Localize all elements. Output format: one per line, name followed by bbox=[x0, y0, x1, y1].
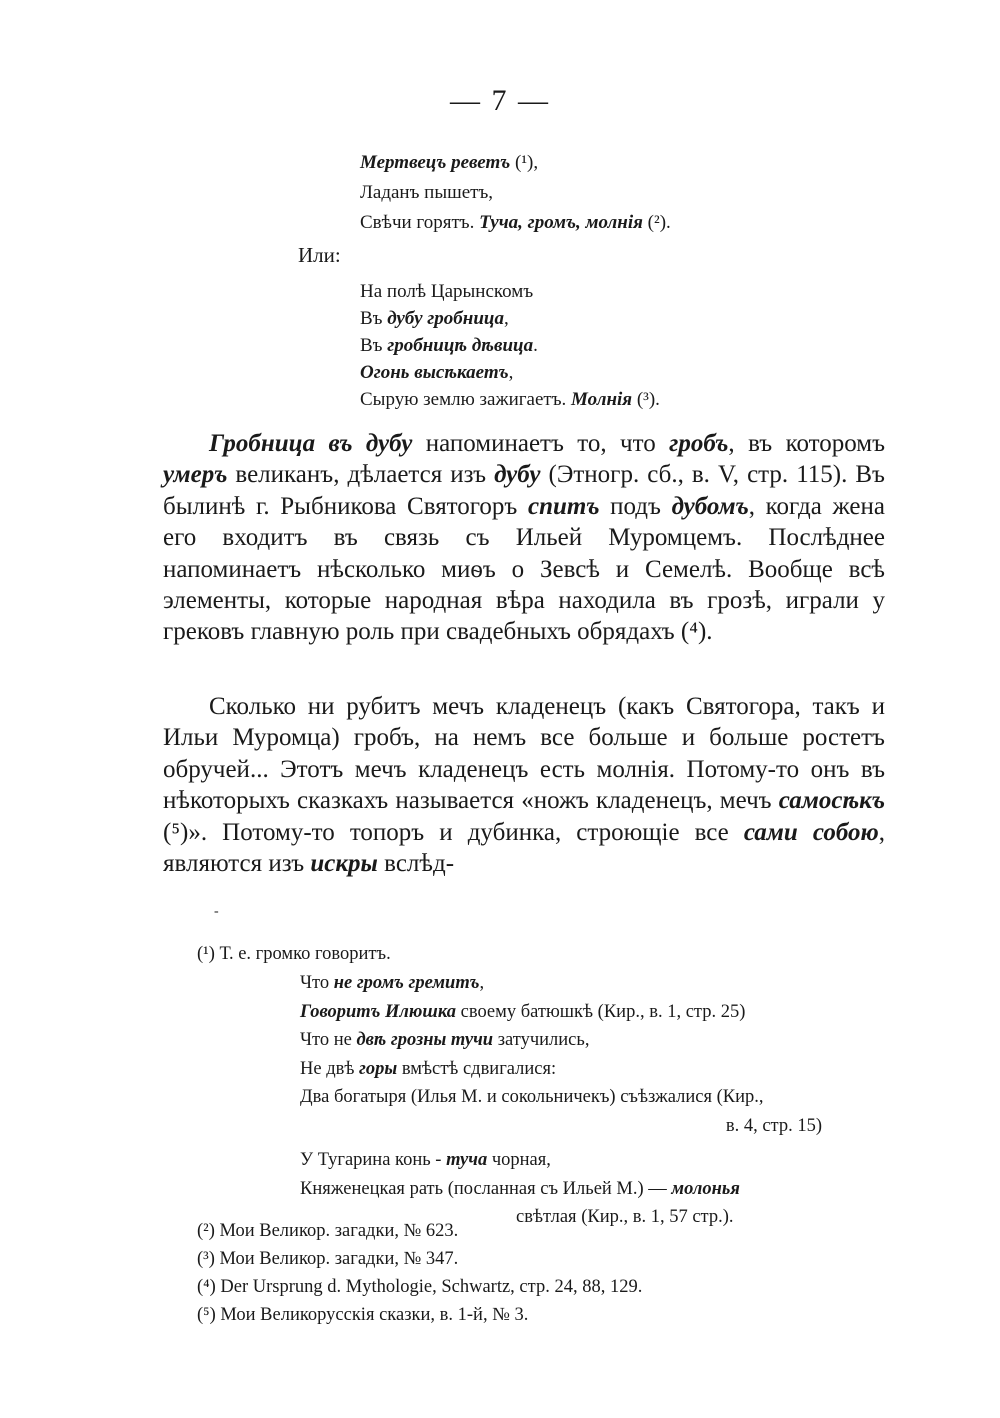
verse-block-2 bbox=[360, 278, 660, 413]
footnote-quote-line bbox=[300, 1175, 890, 1204]
verse-line: Огонь высѣкаетъ, bbox=[360, 362, 514, 383]
emphasis-run: спитъ bbox=[527, 492, 600, 520]
verse-block-1 bbox=[360, 148, 671, 238]
verse-line: Въ дубу гробница, bbox=[360, 308, 509, 329]
text-run: чорная, bbox=[487, 1150, 551, 1170]
text-run: вслѣд- bbox=[377, 850, 455, 878]
emphasis-run: Говоритъ Илюшка bbox=[300, 1001, 457, 1022]
text-run: Что не bbox=[300, 1030, 357, 1050]
emphasis-run: не громъ гремитъ bbox=[333, 973, 480, 993]
emphasis-run: гробъ bbox=[669, 430, 729, 457]
emphasis-run: умеръ bbox=[163, 461, 228, 489]
verse-line: Свѣчи горятъ. Туча, громъ, молнія (²). bbox=[360, 212, 671, 233]
text-run: своему батюшкѣ (Кир., в. 1, стр. 25) bbox=[456, 1001, 746, 1022]
emphasis-run: дубомъ bbox=[671, 492, 749, 520]
footnote-item: (³) Мои Великор. загадки, № 347. bbox=[197, 1249, 459, 1269]
text-run: (Этногр. сб., в. V, стр. 115). Въ былинѣ г. Рыбникова Святогоръ bbox=[163, 461, 885, 520]
footnote-item: (⁵) Мои Великорусскія сказки, в. 1-й, № 3. bbox=[197, 1305, 529, 1325]
footnote-quote-line bbox=[300, 1112, 890, 1141]
text-run: (⁵)». Потому-то топоръ и дубинка, строющіе все bbox=[163, 818, 744, 846]
emphasis-run: искры bbox=[310, 850, 378, 878]
text-run: Что bbox=[300, 973, 334, 993]
emphasis-run: Гробница въ дубу bbox=[209, 430, 413, 457]
paragraph-1 bbox=[163, 428, 885, 648]
text-run: подъ bbox=[599, 492, 672, 520]
emphasis-run: молонья bbox=[671, 1178, 740, 1199]
verse-line: Мертвецъ реветъ (¹), bbox=[360, 152, 539, 173]
footnote-item: (²) Мои Великор. загадки, № 623. bbox=[197, 1221, 459, 1241]
text-run: напоминаетъ то, что bbox=[412, 430, 670, 457]
verse-line: Въ гробницѣ дѣвица. bbox=[360, 335, 538, 356]
text-run: У Тугарина конь - bbox=[300, 1150, 447, 1170]
text-run: Княженецкая рать (посланная съ Ильей М.) — bbox=[300, 1178, 672, 1199]
ili-label: Или: bbox=[298, 243, 341, 267]
footnote-quote-line bbox=[300, 1083, 890, 1112]
footnote-quote-line bbox=[300, 1146, 890, 1175]
emphasis-run: двѣ грозны тучи bbox=[356, 1030, 494, 1050]
page-number: — 7 — bbox=[450, 84, 550, 117]
emphasis-run: дубу bbox=[494, 461, 541, 489]
verse-line: Ладанъ пышетъ, bbox=[360, 182, 494, 203]
text-run: , въ которомъ bbox=[728, 430, 885, 457]
verse-line: На полѣ Царынскомъ bbox=[360, 281, 534, 302]
paragraph-2 bbox=[163, 691, 885, 879]
text-run: , являются изъ bbox=[163, 818, 885, 878]
text-run: , когда жена его входитъ въ связь съ Ильей Муромцемъ. Послѣднее напоминаетъ нѣсколько миѳъ о Зевсѣ и Семелѣ. Вообще всѣ элементы, которые народная вѣра находила въ грозѣ, играли у грековъ главную роль при свадебныхъ обрядахъ (⁴). bbox=[163, 492, 886, 646]
emphasis-run: горы bbox=[359, 1058, 398, 1079]
footnote-quote-line bbox=[300, 998, 890, 1027]
text-run: вмѣстѣ сдвигалися: bbox=[397, 1058, 557, 1079]
footnote-quote-line bbox=[300, 1026, 890, 1055]
text-run: великанъ, дѣлается изъ bbox=[227, 461, 495, 489]
text-run: , bbox=[479, 973, 485, 993]
verse-line: Сырую землю зажигаетъ. Молнія (³). bbox=[360, 389, 660, 410]
footnote-quote-line bbox=[300, 1055, 890, 1084]
text-run: затучились, bbox=[493, 1030, 590, 1050]
emphasis-run: туча bbox=[446, 1150, 488, 1170]
stray-mark: - bbox=[214, 904, 219, 919]
emphasis-run: сами собою bbox=[743, 818, 879, 846]
emphasis-run: самосѣкъ bbox=[778, 787, 885, 815]
footnote-quote-line bbox=[300, 969, 890, 998]
footnote-1-quote bbox=[300, 969, 890, 1232]
text-run: в. 4, стр. 15) bbox=[725, 1115, 822, 1136]
text-run: Не двѣ bbox=[300, 1058, 360, 1079]
text-run: Два богатыря (Илья М. и сокольничекъ) съѣзжалися (Кир., bbox=[300, 1087, 764, 1107]
footnotes-list bbox=[197, 1217, 642, 1329]
text-run: Сколько ни рубитъ мечъ кладенецъ (какъ Святогора, такъ и Ильи Муромца) гробъ, на немъ все больше и больше ростетъ обручей... Этотъ мечъ кладенецъ есть молнія. Потому-то онъ въ нѣкоторыхъ сказкахъ называется «ножъ кладенецъ, мечъ bbox=[163, 693, 885, 815]
footnote-1-first-line: (¹) Т. е. громко говоритъ. bbox=[197, 944, 391, 964]
text-run: свѣтлая (Кир., в. 1, 57 стр.). bbox=[516, 1207, 734, 1227]
footnote-item: (⁴) Der Ursprung d. Mythologie, Schwartz, стр. 24, 88, 129. bbox=[197, 1277, 643, 1297]
